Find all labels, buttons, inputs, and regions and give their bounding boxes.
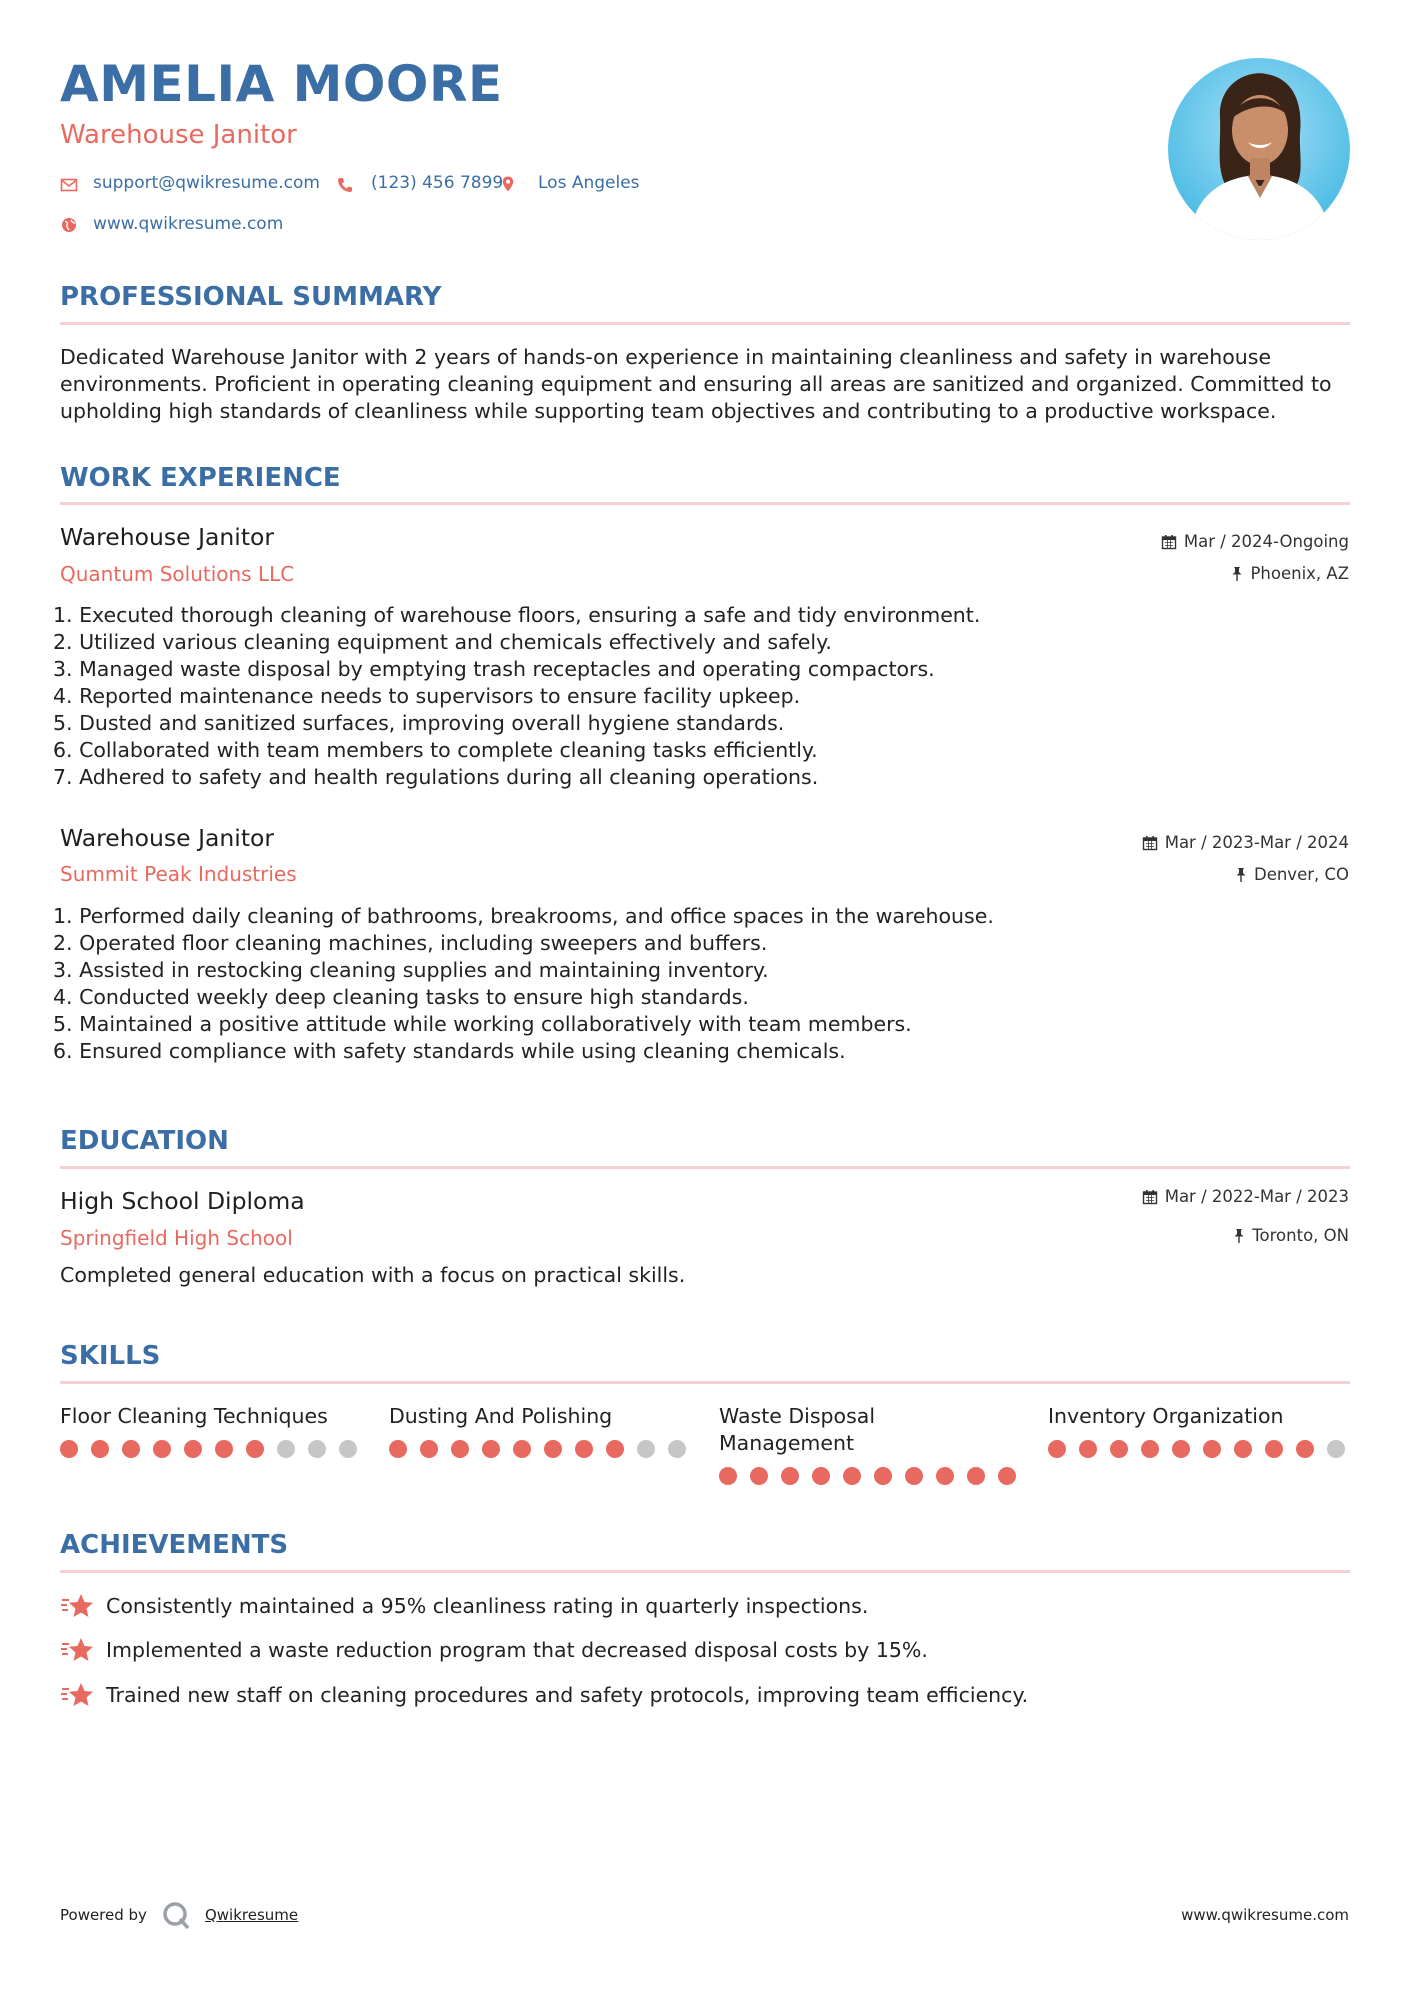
skill-dot-filled xyxy=(122,1440,140,1458)
achievement-text: Consistently maintained a 95% cleanliness rating in quarterly inspections. xyxy=(106,1594,869,1618)
pushpin-icon xyxy=(1235,867,1247,883)
list-item: 5. Maintained a positive attitude while working collaboratively with team members. xyxy=(53,1012,912,1036)
skill-dot-filled xyxy=(389,1440,407,1458)
achievements-heading: ACHIEVEMENTS xyxy=(60,1530,289,1560)
profile-photo xyxy=(1168,58,1350,240)
skill-dot-filled xyxy=(1234,1440,1252,1458)
location-text: Los Angeles xyxy=(538,173,640,193)
skill-dot-empty xyxy=(308,1440,326,1458)
skills-divider xyxy=(60,1381,1350,1384)
summary-heading: PROFESSIONAL SUMMARY xyxy=(60,282,442,312)
company-name: Quantum Solutions LLC xyxy=(60,562,295,586)
skill-dot-filled xyxy=(843,1467,861,1485)
star-icon xyxy=(60,1681,94,1709)
list-item: 2. Operated floor cleaning machines, including sweepers and buffers. xyxy=(53,931,768,955)
skill-dot-filled xyxy=(544,1440,562,1458)
list-item: 5. Dusted and sanitized surfaces, improving overall hygiene standards. xyxy=(53,711,785,735)
powered-by-label: Powered by xyxy=(60,1906,147,1924)
globe-icon xyxy=(60,216,78,234)
calendar-icon xyxy=(1142,1189,1158,1205)
skill-dot-filled xyxy=(215,1440,233,1458)
skill-dot-filled xyxy=(781,1467,799,1485)
skill-name: Waste Disposal Management xyxy=(719,1404,876,1455)
job-location xyxy=(1235,865,1349,884)
skill-dot-filled xyxy=(1265,1440,1283,1458)
list-item: 4. Conducted weekly deep cleaning tasks to ensure high standards. xyxy=(53,985,749,1009)
achievement-item xyxy=(60,1636,928,1664)
star-icon xyxy=(60,1592,94,1620)
qwikresume-logo-icon xyxy=(161,1900,191,1930)
skill-dot-filled xyxy=(1172,1440,1190,1458)
skill-dot-filled xyxy=(246,1440,264,1458)
job-bullets xyxy=(53,602,980,791)
education-description: Completed general education with a focus on practical skills. xyxy=(60,1263,686,1287)
job-dates-text: Mar / 2023-Mar / 2024 xyxy=(1164,833,1349,852)
skill-dot-filled xyxy=(905,1467,923,1485)
skill-dot-filled xyxy=(575,1440,593,1458)
skill-dot-filled xyxy=(1203,1440,1221,1458)
skill-dot-filled xyxy=(1079,1440,1097,1458)
skill-dot-filled xyxy=(91,1440,109,1458)
education-divider xyxy=(60,1166,1350,1169)
skill-dot-filled xyxy=(812,1467,830,1485)
skill-name: Inventory Organization xyxy=(1048,1404,1284,1428)
skill-dot-filled xyxy=(153,1440,171,1458)
pushpin-icon xyxy=(1231,566,1243,582)
education-dates xyxy=(1142,1187,1349,1206)
map-pin-icon xyxy=(499,175,517,193)
website-link[interactable]: www.qwikresume.com xyxy=(93,214,284,234)
list-item: 6. Ensured compliance with safety standards while using cleaning chemicals. xyxy=(53,1039,846,1063)
skill-dot-empty xyxy=(668,1440,686,1458)
skill-dot-filled xyxy=(1048,1440,1066,1458)
email-link[interactable]: support@qwikresume.com xyxy=(93,173,320,193)
skill-dot-filled xyxy=(513,1440,531,1458)
job-title: Warehouse Janitor xyxy=(60,824,275,852)
list-item: 6. Collaborated with team members to complete cleaning tasks efficiently. xyxy=(53,738,818,762)
summary-text: Dedicated Warehouse Janitor with 2 years of hands-on experience in maintaining cleanliness and safety in warehouse environments. Proficient in operating cleaning equipment and ensuring all areas are sanitized and organized. Committed to upholding high standards of cleanliness while supporting team objectives and contributing to a productive workspace. xyxy=(60,345,1332,423)
skill-dot-filled xyxy=(1296,1440,1314,1458)
achievement-text: Implemented a waste reduction program that decreased disposal costs by 15%. xyxy=(106,1638,928,1662)
footer-powered-by xyxy=(60,1900,298,1930)
skill-dot-filled xyxy=(967,1467,985,1485)
job-dates xyxy=(1142,833,1349,852)
achievement-item xyxy=(60,1681,1028,1709)
skills-heading: SKILLS xyxy=(60,1341,161,1371)
experience-heading: WORK EXPERIENCE xyxy=(60,463,341,493)
job-location-text: Phoenix, AZ xyxy=(1250,564,1349,583)
achievement-text: Trained new staff on cleaning procedures and safety protocols, improving team efficiency. xyxy=(106,1683,1029,1707)
skill-rating xyxy=(60,1440,357,1458)
candidate-title: Warehouse Janitor xyxy=(60,120,297,150)
experience-divider xyxy=(60,502,1350,505)
list-item: 1. Performed daily cleaning of bathrooms, breakrooms, and office spaces in the warehouse. xyxy=(53,904,994,928)
skill-rating xyxy=(1048,1440,1345,1458)
summary-divider xyxy=(60,322,1350,325)
brand-link[interactable]: Qwikresume xyxy=(204,1906,299,1924)
phone-icon xyxy=(336,176,354,194)
phone-number: (123) 456 7899 xyxy=(371,173,504,193)
skill-dot-filled xyxy=(420,1440,438,1458)
skill-rating xyxy=(719,1467,1016,1485)
star-icon xyxy=(60,1636,94,1664)
skill-dot-empty xyxy=(1327,1440,1345,1458)
job-location-text: Denver, CO xyxy=(1253,865,1349,884)
list-item: 3. Assisted in restocking cleaning supplies and maintaining inventory. xyxy=(53,958,769,982)
skill-dot-filled xyxy=(482,1440,500,1458)
company-name: Summit Peak Industries xyxy=(60,862,297,886)
skill-name: Floor Cleaning Techniques xyxy=(60,1404,328,1428)
skill-dot-filled xyxy=(1110,1440,1128,1458)
list-item: 3. Managed waste disposal by emptying trash receptacles and operating compactors. xyxy=(53,657,935,681)
job-dates-text: Mar / 2024-Ongoing xyxy=(1183,532,1349,551)
list-item: 7. Adhered to safety and health regulations during all cleaning operations. xyxy=(53,765,819,789)
calendar-icon xyxy=(1161,534,1177,550)
skill-dot-filled xyxy=(451,1440,469,1458)
skill-dot-filled xyxy=(719,1467,737,1485)
list-item: 4. Reported maintenance needs to supervisors to ensure facility upkeep. xyxy=(53,684,801,708)
candidate-name: AMELIA MOORE xyxy=(60,55,503,113)
skill-dot-filled xyxy=(874,1467,892,1485)
skill-dot-filled xyxy=(606,1440,624,1458)
pushpin-icon xyxy=(1233,1228,1245,1244)
education-location-text: Toronto, ON xyxy=(1252,1226,1349,1245)
footer-url[interactable]: www.qwikresume.com xyxy=(1181,1906,1349,1924)
skill-dot-filled xyxy=(60,1440,78,1458)
skill-dot-empty xyxy=(637,1440,655,1458)
degree-title: High School Diploma xyxy=(60,1187,305,1215)
achievements-divider xyxy=(60,1570,1350,1573)
skill-dot-empty xyxy=(277,1440,295,1458)
skill-name: Dusting And Polishing xyxy=(389,1404,613,1428)
education-heading: EDUCATION xyxy=(60,1126,229,1156)
education-location xyxy=(1233,1226,1349,1245)
school-name: Springfield High School xyxy=(60,1226,293,1250)
skill-dot-filled xyxy=(936,1467,954,1485)
list-item: 1. Executed thorough cleaning of warehouse floors, ensuring a safe and tidy environment. xyxy=(53,603,981,627)
job-bullets xyxy=(53,903,994,1065)
email-icon xyxy=(60,176,78,194)
skill-dot-filled xyxy=(750,1467,768,1485)
skill-dot-filled xyxy=(184,1440,202,1458)
skill-rating xyxy=(389,1440,686,1458)
list-item: 2. Utilized various cleaning equipment and chemicals effectively and safely. xyxy=(53,630,832,654)
job-location xyxy=(1231,564,1349,583)
skill-dot-empty xyxy=(339,1440,357,1458)
skill-dot-filled xyxy=(1141,1440,1159,1458)
job-dates xyxy=(1161,532,1349,551)
education-dates-text: Mar / 2022-Mar / 2023 xyxy=(1164,1187,1349,1206)
achievement-item xyxy=(60,1592,868,1620)
skill-dot-filled xyxy=(998,1467,1016,1485)
job-title: Warehouse Janitor xyxy=(60,523,275,551)
calendar-icon xyxy=(1142,835,1158,851)
